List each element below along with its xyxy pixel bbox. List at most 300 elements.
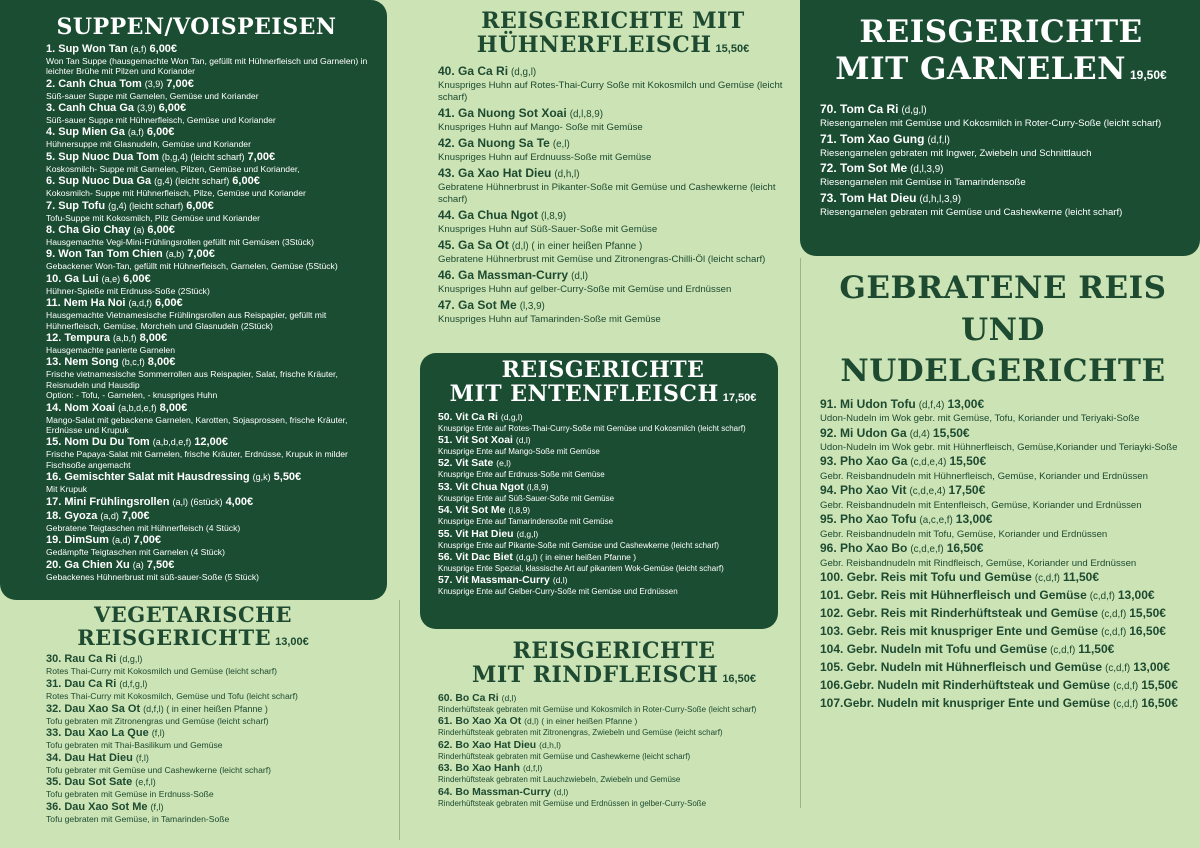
menu-item-description: Hausgemachte panierte Garnelen (46, 345, 175, 356)
menu-item (438, 481, 768, 503)
menu-item-name: 44. Ga Chua Ngot (438, 207, 539, 222)
menu-item-price: 11,50€ (1078, 642, 1115, 657)
menu-item-line (438, 106, 788, 122)
menu-item-line (820, 483, 1186, 500)
menu-item-line (438, 136, 788, 152)
menu-item-line (438, 692, 790, 705)
menu-item-allergens: (l,3,9) (519, 300, 545, 312)
menu-item-line (820, 588, 1186, 605)
menu-item-description: Gebr. Reisbandnudeln mit Tofu, Gemüse, Koriander und Erdnüssen (820, 528, 1108, 540)
menu-item-description: Süß-sauer Suppe mit Garnelen, Gemüse und Koriander (46, 90, 259, 101)
menu-item-line (46, 402, 377, 415)
menu-item-price: 15,50€ (932, 425, 970, 440)
menu-item-description: Knusprige Ente Spezial, klassische Art auf pikantem Wok-Gemüse (leicht scharf) (438, 563, 724, 573)
menu-item-name: 64. Bo Massman-Curry (438, 786, 551, 798)
menu-item-line (46, 200, 377, 213)
menu-item-line (46, 175, 377, 188)
menu-list-vegetarisch (46, 653, 380, 824)
section-title-rind (438, 640, 790, 688)
menu-item-line (46, 801, 380, 814)
menu-item-price: 6,00€ (158, 101, 187, 114)
menu-item-allergens: (d,g,l) (500, 411, 523, 422)
menu-item-allergens: (a) (133, 225, 145, 235)
menu-item-allergens: (c,d,e,4) (910, 457, 947, 469)
menu-item-description: Gebackener Won-Tan, gefüllt mit Hühnerfleisch, Garnelen, Gemüse (5Stück) (46, 261, 338, 272)
menu-item-description: Knusprige Ente auf Mango-Soße mit Gemüse (438, 446, 600, 456)
menu-item (820, 642, 1186, 659)
menu-item-allergens: (c,d,f) (1034, 573, 1060, 585)
menu-item-description: Tofu gebraten mit Thai-Basilikum und Gemüse (46, 740, 223, 751)
menu-item-price: 6,00€ (155, 297, 183, 310)
menu-item-line (46, 332, 377, 345)
menu-item-name: 12. Tempura (46, 332, 110, 345)
menu-item-description: Tofu gebraten mit Gemüse, in Tamarinden-Soße (46, 813, 230, 824)
menu-item-allergens: (e,f,l) (135, 777, 156, 788)
column-divider-right (800, 258, 801, 808)
section-title-gebraten (820, 268, 1186, 393)
menu-item-price: 8,00€ (159, 401, 188, 414)
menu-item-line (820, 696, 1186, 713)
section-title-huhn (438, 10, 788, 58)
menu-item-allergens: (f,l) (135, 752, 149, 763)
menu-item-line (46, 151, 377, 164)
menu-item-name: 7. Sup Tofu (46, 199, 106, 212)
menu-item-description: Rinderhüftsteak gebraten mit Gemüse und Kokosmilch in Roter-Curry-Soße (leicht scharf) (438, 704, 757, 714)
menu-item-allergens: (c,d,f) (1101, 609, 1127, 621)
menu-item-line (46, 273, 377, 286)
menu-item-price: 6,00€ (123, 272, 151, 285)
title-line-1: GEBRATENE REIS UND (839, 270, 1167, 348)
section-title-suppen: SUPPEN/VOISPEISEN (56, 14, 337, 40)
menu-item-line (820, 397, 1186, 414)
menu-item (820, 132, 1182, 159)
menu-item-name: 5. Sup Nuoc Dua Tom (46, 150, 159, 163)
menu-item (46, 653, 380, 677)
menu-item-line (438, 786, 790, 799)
menu-list-huhn (438, 64, 788, 326)
menu-item-name: 107.Gebr. Nudeln mit knuspriger Ente und Gemüse (820, 696, 1111, 711)
menu-item-name: 105. Gebr. Nudeln mit Hühnerfleisch und Gemüse (820, 660, 1103, 675)
ente-panel (420, 353, 778, 629)
gebraten-panel (806, 264, 1200, 848)
menu-item (438, 64, 788, 104)
menu-item-name: 52. Vit Sate (438, 458, 494, 470)
menu-item-name: 41. Ga Nuong Sot Xoai (438, 105, 567, 120)
menu-item-name: 73. Tom Hat Dieu (820, 190, 917, 205)
menu-item-line (46, 559, 377, 572)
menu-item-allergens: (d,f,l) (927, 134, 950, 146)
menu-item-allergens: (c,d,f) (1105, 663, 1131, 675)
section-price: 17,50€ (722, 391, 757, 404)
menu-item-line (820, 191, 1182, 207)
title-line-1: REISGERICHTE MIT (481, 8, 745, 34)
menu-item-name: 102. Gebr. Reis mit Rinderhüftsteak und Gemüse (820, 606, 1099, 621)
menu-item-line (820, 570, 1186, 587)
menu-item (438, 238, 788, 266)
menu-item-price: 8,00€ (139, 332, 168, 345)
menu-item-description: Rotes Thai-Curry mit Kokosmilch und Gemüse (leicht scharf) (46, 666, 277, 677)
menu-item-line (438, 208, 788, 224)
menu-item-description: Hausgemachte Vietnamesische Frühlingsrollen aus Reispapier, gefüllt mit Hühnerfleisch, Gemüse, Morcheln und Glasnudeln (2Stück) (46, 310, 327, 331)
menu-item (46, 703, 380, 727)
menu-item-name: 100. Gebr. Reis mit Tofu und Gemüse (820, 570, 1032, 585)
menu-item-line (46, 703, 380, 716)
menu-item-description: Mit Krupuk (46, 484, 88, 495)
menu-item-price: 11,50€ (1062, 570, 1099, 585)
menu-list-rind (438, 692, 790, 809)
menu-item-line (46, 653, 380, 666)
menu-item (438, 268, 788, 296)
menu-list-gebraten (820, 397, 1186, 713)
section-title-garnelen (820, 14, 1182, 88)
menu-item-allergens: (f,l) (150, 801, 164, 812)
menu-item-line (438, 481, 768, 494)
menu-item-allergens: (c,d,f) (1089, 591, 1115, 603)
menu-item-name: 51. Vit Sot Xoai (438, 434, 513, 446)
menu-item-name: 9. Won Tan Tom Chien (46, 248, 163, 261)
menu-item-line (438, 457, 768, 470)
menu-item-description: Frische vietnamesische Sommerrollen aus Reispapier, Salat, frische Kräuter, Reisnudeln und Hausdip Option: - Tofu, - Garnelen, - knuspriges Huhn (46, 369, 338, 401)
menu-item-name: 95. Pho Xao Tofu (820, 512, 917, 527)
menu-item-description: Riesengarnelen mit Gemüse in Tamarindensoße (820, 177, 1026, 189)
menu-item (46, 727, 380, 751)
section-price: 16,50€ (722, 672, 756, 685)
menu-item (46, 297, 377, 331)
menu-item-allergens: (g,4) (leicht scharf) (154, 176, 230, 187)
menu-item (438, 166, 788, 206)
menu-item-description: Tofu gebraten mit Zitronengras und Gemüse (leicht scharf) (46, 715, 269, 726)
menu-item-description: Won Tan Suppe (hausgemachte Won Tan, gefüllt mit Hühnerfleisch und Garnelen) in leichter Brühe mit Pilzen und Koriander (46, 55, 368, 77)
menu-item-price: 15,50€ (1141, 678, 1178, 693)
menu-item-allergens: (a,d,f) (128, 298, 153, 309)
menu-item-description: Hausgemachte Vegi-Mini-Frühlingsrollen gefüllt mit Gemüsen (3Stück) (46, 237, 314, 247)
menu-item-name: 50. Vit Ca Ri (438, 411, 498, 423)
menu-item-line (820, 678, 1186, 695)
title-line-2: MIT RINDFLEISCH (472, 661, 719, 688)
title-line-2: HÜHNERFLEISCH (476, 31, 712, 58)
menu-item-description: Rinderhüftsteak gebraten mit Gemüse und Erdnüssen in gelber-Curry-Soße (438, 798, 707, 808)
menu-item (46, 175, 377, 198)
menu-list-garnelen (820, 102, 1182, 218)
menu-item-description: Knusprige Ente auf Süß-Sauer-Soße mit Gemüse (438, 493, 615, 503)
menu-item-description: Rinderhüftsteak gebraten mit Zitronengras, Zwiebeln und Gemüse (leicht scharf) (438, 728, 723, 738)
title-line-1: REISGERICHTE (501, 357, 705, 383)
menu-item-line (438, 64, 788, 80)
menu-item-description: Frische Papaya-Salat mit Garnelen, frische Kräuter, Erdnüsse, Krupuk in milder Fischsoße angemacht (46, 449, 348, 470)
menu-item-price: 7,00€ (133, 534, 162, 547)
menu-item-allergens: (e,l) (496, 458, 511, 469)
menu-item-line (46, 678, 380, 691)
menu-item (46, 332, 377, 355)
menu-item-line (46, 436, 377, 449)
title-line-2: MIT GARNELEN (835, 51, 1126, 88)
menu-item-description: Udon-Nudeln im Wok gebr. mit Gemüse, Tofu, Koriander und Teriyaki-Soße (820, 413, 1140, 425)
menu-item-description: Knuspriges Huhn auf Süß-Sauer-Soße mit Gemüse (438, 223, 658, 235)
menu-item-allergens: (d,l,3,9) (910, 164, 944, 176)
menu-item (438, 136, 788, 164)
menu-item-allergens: (b,c,f) (121, 357, 145, 368)
menu-item-name: 57. Vit Massman-Curry (438, 575, 550, 587)
menu-item-allergens: (d,h,l,3,9) (919, 193, 961, 205)
menu-item (820, 161, 1182, 188)
suppen-panel (0, 0, 387, 600)
menu-item-line (820, 541, 1186, 558)
menu-item-name: 103. Gebr. Reis mit knuspriger Ente und Gemüse (820, 624, 1099, 639)
menu-item-description: Koskosmilch- Suppe mit Garnelen, Pilzen, Gemüse und Koriander, (46, 163, 300, 174)
menu-list-suppen (46, 43, 377, 582)
menu-item-allergens: (a,c,e,f) (919, 515, 953, 527)
menu-item (820, 541, 1186, 569)
menu-item-price: 16,50€ (1129, 624, 1166, 639)
menu-item-name: 46. Ga Massman-Curry (438, 267, 569, 282)
menu-item-name: 47. Ga Sot Me (438, 297, 517, 312)
menu-item-description: Riesengarnelen gebraten mit Ingwer, Zwiebeln und Schnittlauch (820, 147, 1092, 159)
garnelen-panel (800, 0, 1200, 256)
menu-item-name: 18. Gyoza (46, 509, 98, 522)
menu-item-description: Knusprige Ente auf Rotes-Thai-Curry-Soße mit Gemüse und Kokosmilch (leicht scharf) (438, 423, 746, 433)
menu-item-allergens: (a,d) (111, 535, 131, 546)
menu-item-line (438, 238, 788, 254)
menu-item-name: 71. Tom Xao Gung (820, 131, 925, 146)
menu-item-allergens: (g,k) (252, 472, 271, 483)
menu-item-name: 43. Ga Xao Hat Dieu (438, 165, 552, 180)
menu-item-name: 93. Pho Xao Ga (820, 454, 908, 469)
menu-item (820, 397, 1186, 425)
menu-item-line (46, 248, 377, 261)
menu-item-allergens: (a,b,f) (113, 333, 137, 344)
menu-item-name: 4. Sup Mien Ga (46, 126, 125, 139)
menu-item-line (820, 426, 1186, 443)
menu-item-line (46, 43, 377, 56)
menu-item (438, 208, 788, 236)
menu-item-description: Kokosmilch- Suppe mit Hühnerfleisch, Pilze, Gemüse und Koriander (46, 188, 306, 199)
menu-item-description: Tofu gebraten mit Gemüse in Erdnuss-Soße (46, 789, 214, 800)
menu-item (820, 606, 1186, 623)
menu-item-line (46, 496, 377, 509)
menu-item-description: Knusprige Ente auf Gelber-Curry-Soße mit Gemüse und Erdnüssen (438, 587, 678, 597)
menu-item (46, 78, 377, 101)
menu-item (820, 191, 1182, 218)
menu-item-name: 31. Dau Ca Ri (46, 677, 117, 690)
menu-item-name: 91. Mi Udon Tofu (820, 396, 916, 411)
menu-item-line (820, 512, 1186, 529)
menu-item-line (438, 268, 788, 284)
menu-item-allergens: (a,b,d,e,f) (152, 437, 192, 448)
menu-item-description: Knuspriges Huhn auf Erdnuuss-Soße mit Gemüse (438, 151, 652, 163)
menu-item-allergens: (d,h,l) (539, 739, 561, 750)
menu-item-description: Gebackenes Hühnerbrust mit süß-sauer-Soße (5 Stück) (46, 571, 260, 582)
menu-item-description: Gebratene Teigtaschen mit Hühnerfleisch (4 Stück) (46, 522, 241, 533)
menu-item-line (438, 504, 768, 517)
menu-item-description: Knuspriges Huhn auf Rotes-Thai-Curry Soße mit Kokosmilch und Gemüse (leicht scharf) (438, 79, 783, 103)
menu-item-allergens: (3,9) (144, 78, 164, 89)
menu-item-line (46, 78, 377, 91)
menu-item-line (46, 102, 377, 115)
menu-item-description: Gedämpfte Teigtaschen mit Garnelen (4 Stück) (46, 547, 225, 558)
huhn-panel (400, 0, 800, 350)
menu-item (438, 551, 768, 573)
menu-item (438, 762, 790, 785)
menu-item (438, 457, 768, 479)
menu-item-price: 16,50€ (1141, 696, 1178, 711)
menu-item-allergens: (d,l) (501, 692, 517, 703)
menu-item-line (46, 534, 377, 547)
menu-item-name: 6. Sup Nuoc Dua Ga (46, 175, 152, 188)
menu-item-line (438, 528, 768, 541)
menu-item-allergens: (d,f,4) (918, 399, 945, 411)
menu-item-allergens: (3,9) (137, 102, 156, 113)
menu-item-name: 94. Pho Xao Vit (820, 483, 907, 498)
menu-item (46, 559, 377, 582)
menu-item-name: 15. Nom Du Du Tom (46, 436, 150, 449)
menu-item-name: 1. Sup Won Tan (46, 42, 128, 55)
menu-item-allergens: (e,l) (552, 138, 570, 150)
menu-item-line (820, 454, 1186, 471)
menu-item-description: Riesengarnelen gebraten mit Gemüse und Cashewkerne (leicht scharf) (820, 206, 1123, 218)
menu-item-line (438, 166, 788, 182)
menu-item-price: 8,00€ (147, 356, 176, 369)
menu-item-allergens: (b,g,4) (leicht scharf) (161, 151, 245, 162)
menu-item-line (46, 752, 380, 765)
menu-item (438, 504, 768, 526)
menu-item-name: 33. Dau Xao La Que (46, 727, 149, 740)
menu-item-allergens: (a,d) (100, 510, 119, 521)
menu-item-name: 62. Bo Xao Hat Dieu (438, 739, 537, 751)
menu-item-description: Knuspriges Huhn auf Tamarinden-Soße mit Gemüse (438, 313, 661, 325)
menu-item-name: 19. DimSum (46, 534, 109, 547)
section-price: 15,50€ (715, 42, 750, 55)
menu-item (46, 151, 377, 174)
menu-item (438, 434, 768, 456)
menu-item-line (46, 776, 380, 789)
menu-item-line (438, 574, 768, 587)
vegetarisch-panel (0, 600, 390, 848)
menu-item-allergens: (l,8,9) (508, 505, 531, 516)
menu-item-name: 55. Vit Hat Dieu (438, 528, 514, 540)
section-title-vegetarisch (46, 604, 380, 649)
title-line-2: REISGERICHTE (77, 624, 272, 650)
menu-item-description: Gebr. Reisbandnudeln mit Rindfleisch, Gemüse, Koriander und Erdnüssen (820, 557, 1137, 569)
menu-item-description: Süß-sauer Suppe mit Hühnerfleisch, Gemüse und Koriander (46, 114, 276, 125)
title-line-1: REISGERICHTE (512, 638, 716, 664)
menu-item-name: 56. Vit Dac Biet (438, 551, 513, 563)
menu-item-name: 104. Gebr. Nudeln mit Tofu und Gemüse (820, 642, 1048, 657)
menu-item-name: 42. Ga Nuong Sa Te (438, 135, 550, 150)
title-line-1: VEGETARISCHE (93, 602, 292, 627)
menu-item-description: Rinderhüftsteak gebraten mit Lauchzwiebeln, Zwiebeln und Gemüse (438, 775, 681, 785)
menu-item (438, 528, 768, 550)
menu-item-line (46, 727, 380, 740)
menu-item-description: Tofu-Suppe mit Kokosmilch, Pilz Gemüse und Koriander (46, 212, 260, 223)
menu-item-allergens: (d,g,l) (516, 528, 539, 539)
menu-item-name: 96. Pho Xao Bo (820, 541, 908, 556)
menu-item-line (820, 624, 1186, 641)
menu-item-description: Knusprige Ente auf Erdnuss-Soße mit Gemüse (438, 470, 605, 480)
menu-item-allergens: (f,l) (151, 728, 165, 739)
menu-item-description: Gebr. Reisbandnudeln mit Hühnerfleisch, Gemüse, Koriander und Erdnüssen (820, 470, 1148, 482)
menu-item-allergens: (d,l) ( in einer heißen Pfanne ) (524, 716, 638, 727)
menu-item-line (438, 298, 788, 314)
menu-item (820, 454, 1186, 482)
menu-item-price: 7,00€ (121, 509, 150, 522)
menu-item-allergens: (c,d,f) (1113, 699, 1139, 711)
menu-item-name: 2. Canh Chua Tom (46, 77, 142, 90)
menu-item (46, 356, 377, 400)
menu-item (820, 660, 1186, 677)
menu-item-price: 6,00€ (149, 42, 178, 55)
menu-item-allergens: (d,g,l) (511, 66, 537, 78)
menu-item-price: 13,00€ (1133, 660, 1170, 675)
menu-item (46, 471, 377, 494)
section-title-ente (438, 359, 768, 407)
menu-item-line (438, 411, 768, 424)
menu-item (46, 224, 377, 247)
menu-item-name: 92. Mi Udon Ga (820, 425, 907, 440)
menu-item-name: 60. Bo Ca Ri (438, 692, 499, 704)
menu-item-allergens: (c,d,f) (1101, 627, 1127, 639)
menu-item-description: Knusprige Ente auf Tamarindensoße mit Gemüse (438, 517, 614, 527)
menu-item-price: 15,50€ (1129, 606, 1166, 621)
menu-item-name: 17. Mini Frühlingsrollen (46, 495, 170, 508)
menu-item (46, 402, 377, 436)
menu-item-price: 13,00€ (955, 512, 993, 527)
menu-item (46, 126, 377, 149)
menu-item-line (46, 510, 377, 523)
menu-item-description: Hühnersuppe mit Glasnudeln, Gemüse und Koriander (46, 139, 251, 150)
menu-item-name: 34. Dau Hat Dieu (46, 751, 133, 764)
menu-item-price: 5,50€ (273, 471, 302, 484)
menu-item-line (820, 132, 1182, 148)
menu-item-line (46, 126, 377, 139)
menu-item (438, 715, 790, 738)
menu-item-allergens: (c,d,f) (1050, 645, 1076, 657)
menu-item (46, 752, 380, 776)
menu-item (46, 496, 377, 509)
menu-item-allergens: (a,f) (127, 127, 144, 138)
menu-item-line (46, 297, 377, 310)
menu-item-description: Rinderhüftsteak gebraten mit Gemüse und Cashewkerne (leicht scharf) (438, 751, 691, 761)
menu-item-name: 54. Vit Sot Me (438, 505, 506, 517)
menu-item (46, 248, 377, 271)
section-price: 13,00€ (275, 635, 309, 648)
menu-item-allergens: (a,b,d,e,f) (118, 402, 157, 413)
menu-item-line (438, 739, 790, 752)
menu-item-line (438, 434, 768, 447)
menu-item-allergens: (d,l) (552, 575, 568, 586)
menu-item-price: 4,00€ (225, 495, 254, 508)
menu-item-line (438, 762, 790, 775)
menu-item-price: 12,00€ (194, 436, 228, 449)
menu-item (820, 570, 1186, 587)
menu-item-allergens: (d,g,l) ( in einer heißen Pfanne ) (515, 551, 637, 562)
menu-item (820, 624, 1186, 641)
menu-item-name: 10. Ga Lui (46, 272, 99, 285)
menu-item-name: 30. Rau Ca Ri (46, 653, 117, 666)
menu-item-price: 6,00€ (232, 175, 260, 188)
menu-item-name: 40. Ga Ca Ri (438, 63, 509, 78)
menu-item-line (820, 606, 1186, 623)
menu-item-line (46, 224, 377, 237)
menu-item-name: 45. Ga Sa Ot (438, 237, 509, 252)
menu-item-name: 53. Vit Chua Ngot (438, 481, 524, 493)
menu-item-allergens: (l,8,9) (541, 210, 567, 222)
menu-item-allergens: (a,b) (165, 249, 185, 260)
menu-item-line (438, 715, 790, 728)
menu-item (46, 801, 380, 825)
menu-item-description: Rotes Thai-Curry mit Kokosmilch, Gemüse und Tofu (leicht scharf) (46, 690, 298, 701)
menu-item-price: 16,50€ (946, 541, 984, 556)
menu-item-allergens: (d,l,8,9) (569, 108, 604, 120)
